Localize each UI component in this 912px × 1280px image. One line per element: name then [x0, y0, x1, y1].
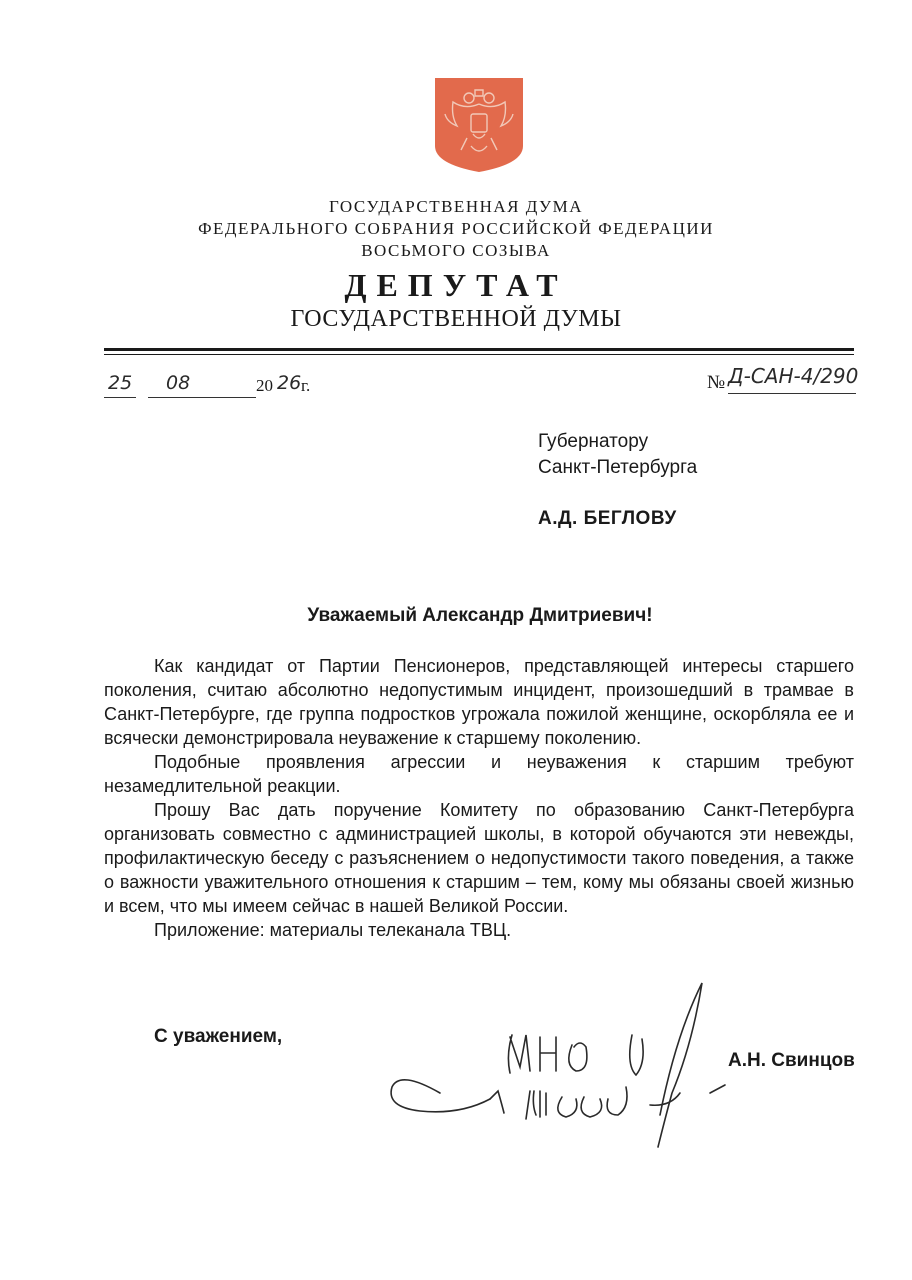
- body-paragraph: Как кандидат от Партии Пенсионеров, представляющей интересы старшего поколения, считаю абсолютно недопустимым инцидент, произошедший в трамвае в Санкт-Петербурге, где группа подростков угрожала пожилой женщине, оскорбляла ее и всячески демонстрировала неуважение к старшему поколению.: [104, 656, 854, 748]
- closing: С уважением,: [154, 1026, 283, 1047]
- addressee-title: Губернатору: [538, 431, 649, 452]
- org-line-3: ВОСЬМОГО СОЗЫВА: [361, 241, 551, 260]
- body-paragraph: Подобные проявления агрессии и неуважения к старшим требуют незамедлительной реакции.: [104, 752, 854, 796]
- handwritten-signature-icon: [380, 975, 730, 1150]
- document-number-underline: [728, 393, 856, 394]
- date-year-unit: г.: [301, 376, 311, 395]
- document-number-label: №: [707, 372, 726, 393]
- body-paragraph: Прошу Вас дать поручение Комитету по образованию Санкт-Петербурга организовать совместно с администрацией школы, в которой обучаются эти невежды, профилактическую беседу с разъяснением о недопустимости такого поведения, а также о важности уважительного отношения к старшим – тем, кому мы обязаны своей жизнью и всем, что мы имеем сейчас в нашей Великой России.: [104, 800, 854, 916]
- date-month-underline: [148, 397, 256, 398]
- org-line-2: ФЕДЕРАЛЬНОГО СОБРАНИЯ РОССИЙСКОЙ ФЕДЕРАЦИИ: [198, 219, 714, 238]
- signer-name: А.Н. Свинцов: [728, 1050, 855, 1071]
- addressee-region: Санкт-Петербурга: [538, 457, 698, 478]
- letterhead-subtitle: ГОСУДАРСТВЕННОЙ ДУМЫ: [290, 306, 622, 332]
- letter-body: [104, 654, 854, 942]
- coat-of-arms-icon: [433, 76, 525, 174]
- date-year-suffix: 26: [277, 372, 302, 394]
- salutation: Уважаемый Александр Дмитриевич!: [307, 605, 653, 626]
- header-divider-thin: [104, 354, 854, 355]
- date-month: 08: [166, 372, 191, 394]
- org-line-1: ГОСУДАРСТВЕННАЯ ДУМА: [329, 197, 583, 216]
- attachment-note: Приложение: материалы телеканала ТВЦ.: [154, 920, 512, 940]
- document-number: Д-САН-4/290: [728, 364, 859, 388]
- date-year-prefix: 20: [256, 376, 273, 395]
- date-day-underline: [104, 397, 136, 398]
- addressee-name: А.Д. БЕГЛОВУ: [538, 508, 677, 529]
- letterhead-title: ДЕПУТАТ: [344, 267, 568, 303]
- header-divider-thick: [104, 348, 854, 351]
- date-day: 25: [108, 372, 133, 394]
